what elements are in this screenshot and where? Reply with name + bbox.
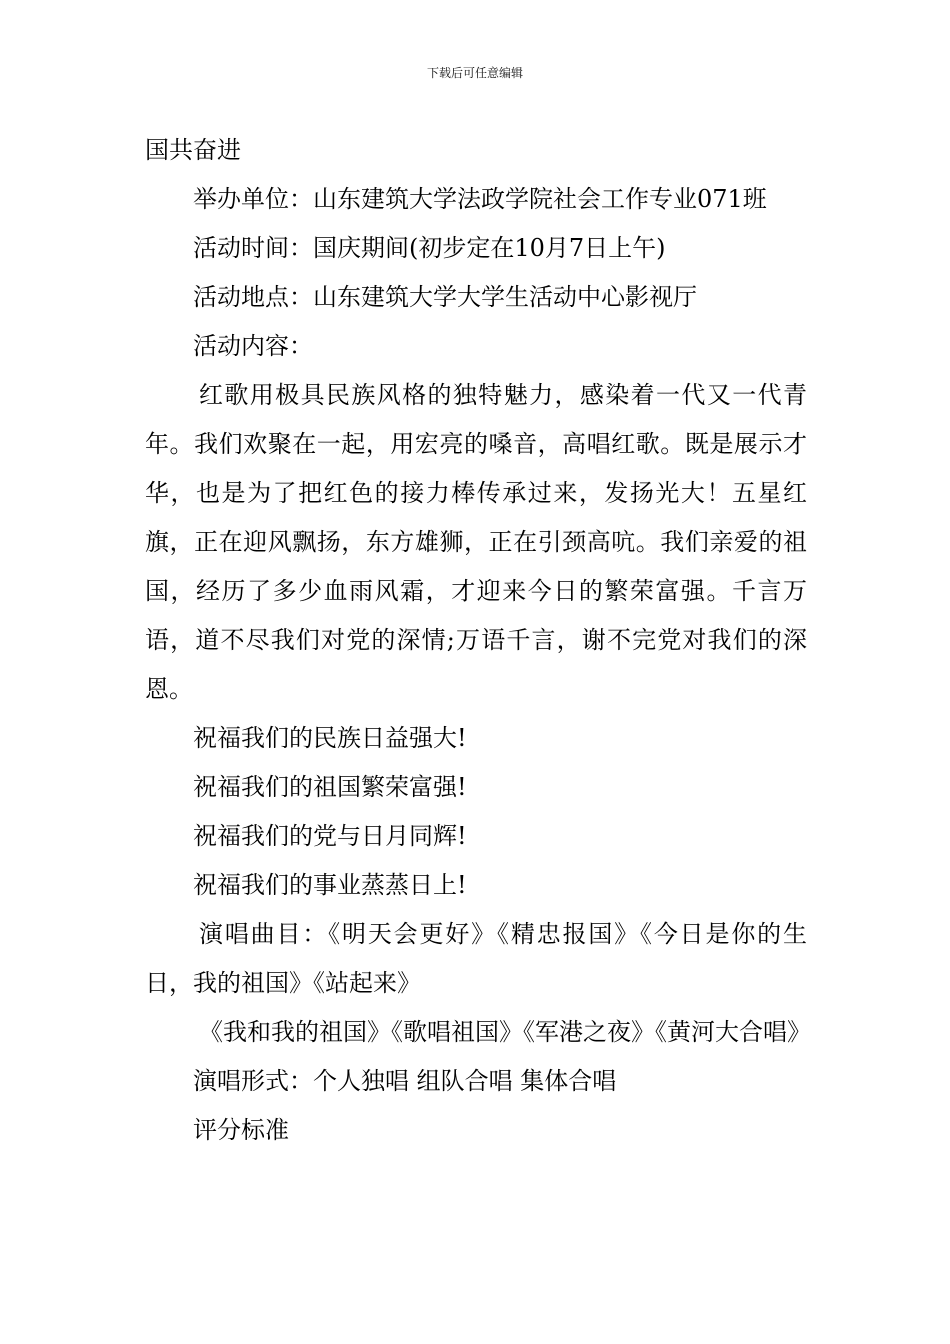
section-heading: 国共奋进 — [145, 136, 241, 164]
time-line: 活动时间：国庆期间(初步定在10月7日上午) — [193, 234, 666, 262]
header-text: 下载后可任意编辑 — [426, 66, 523, 80]
page-header — [0, 66, 950, 80]
organizer-line: 举办单位：山东建筑大学法政学院社会工作专业071班 — [193, 185, 767, 213]
blessing-line-1: 祝福我们的民族日益强大! — [193, 724, 467, 752]
body-paragraph: 红歌用极具民族风格的独特魅力，感染着一代又一代青年。我们欢聚在一起，用宏亮的嗓音，高唱红歌。既是展示才华，也是为了把红色的接力棒传承过来，发扬光大！五星红旗，正在迎风飘扬，东方雄狮，正在引颈高吭。我们亲爱的祖国，经历了多少血雨风霜，才迎来今日的繁荣富强。千言万语，道不尽我们对党的深情;万语千言，谢不完党对我们的深恩。 — [145, 381, 807, 703]
blessing-line-4: 祝福我们的事业蒸蒸日上! — [193, 871, 467, 899]
blessing-line-2: 祝福我们的祖国繁荣富强! — [193, 773, 467, 801]
content-label: 活动内容： — [193, 332, 313, 360]
blessing-line-3: 祝福我们的党与日月同辉! — [193, 822, 467, 850]
performance-form-line: 演唱形式：个人独唱 组队合唱 集体合唱 — [193, 1067, 617, 1095]
song-list-1: 演唱曲目：《明天会更好》《精忠报国》《今日是你的生日，我的祖国》《站起来》 — [145, 920, 807, 997]
song-list-2: 《我和我的祖国》《歌唱祖国》《军港之夜》《黄河大合唱》 — [199, 1018, 811, 1046]
location-line: 活动地点：山东建筑大学大学生活动中心影视厅 — [193, 283, 697, 311]
scoring-heading: 评分标准 — [193, 1116, 289, 1144]
document-body — [145, 126, 811, 1155]
